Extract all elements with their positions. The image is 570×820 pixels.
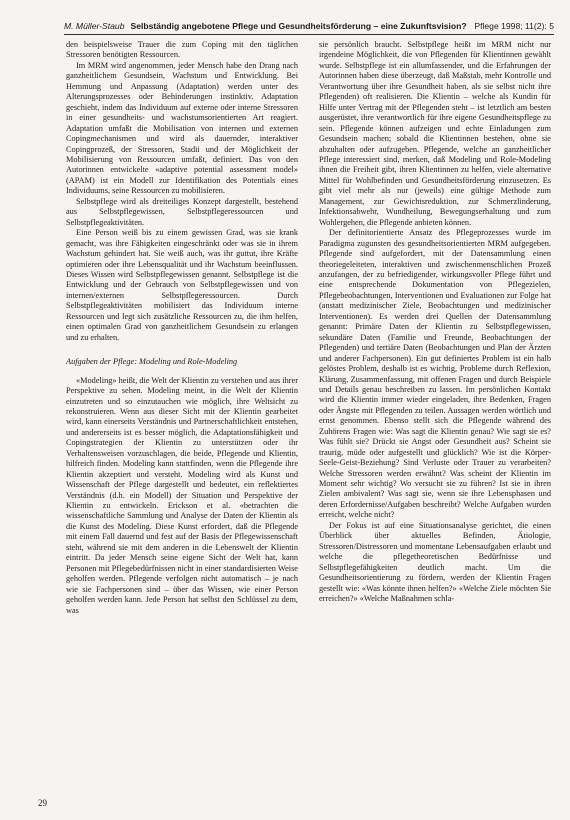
body-paragraph: den beispielsweise Trauer die zum Coping mit den täglichen Stressoren benötigten Ressourcen.: [66, 40, 298, 60]
body-paragraph: sie persönlich braucht. Selbstpflege heißt im MRM nicht nur irgendeine Möglichkeit, die von Pflegenden für Klientinnen gewählt wurde. Selbstpflege ist ein allumfassender, und die Erfahrungen der Autorinnen haben diese überzeugt, daß Maßstab, mehr Kontrolle und Verantwortung über ihre Gesundheit haben, als sie selbst nicht ihre Pflegenden) oft realisieren. Die Klientin – welche als Kundin für Hilfe unter Vertrag mit der Pflegenden steht – ist letztlich am besten ausgerüstet, ihre verantwortlich für ihre eigene Gesundheitspflege zu sein. Pflegende können aufzeigen und echte Einladungen zum Gesundsein machen; sobald die Klientinnen bestehen, ohne sie abzuhalten oder aufzugeben. Pflegende, welche an ganzheitlicher Pflege interessiert sind, merken, daß Modeling und Role-Modeling ihnen die Freiheit gibt, ihren Klientinnen zu helfen, viele alternative Mittel für Wohlbefinden und Gesundheitsförderung einzusetzen. Es gibt viel mehr als nur (jeweils) eine gültige Methode zum Management, zur Gewichtsreduktion, zur Schmerzlinderung, Infektionsabwehr, Wundheilung, Bewegungserhaltung und zum Wohlergehen, die Pflegende anbieten können.: [319, 40, 551, 227]
body-paragraph: Eine Person weiß bis zu einem gewissen Grad, was sie krank gemacht, was ihre Fähigkeiten eingeschränkt oder was sie in ihrem Wachstum gehindert hat. Sie weiß auch, was ihr guttut, ihre Kräfte optimieren oder ihre Lebensqualität und ihr Wachstum beeinflussen. Dieses Wissen wird Selbstpflegewissen genannt. Selbstpflege ist die Entwicklung und der Gebrauch von Selbstpflegewissen und von internen/externen Selbstpflegeressourcen. Durch Selbstpflegeaktivitäten mobilisiert das Individuum interne Ressourcen und legt sich zusätzliche Ressourcen zu, die ihm helfen, einen optimalen Grad von ganzheitlichem Gesundsein zu erlangen und zu erhalten.: [66, 228, 298, 342]
header-author: M. Müller-Staub: [64, 21, 125, 31]
body-paragraph: «Modeling» heißt, die Welt der Klientin zu verstehen und aus ihrer Perspektive zu sehen. Modeling meint, in die Welt der Klientin einzutreten und so einzutauchen wie möglich, ihre Weltsicht zu rekonstruieren. Wenn aus dieser Sicht mit der Klientin gearbeitet wird, kann einerseits Verständnis und Partnerschaftlichkeit entstehen, und andererseits ist es besser möglich, die Adaptationsfähigkeit und Copingstrategien der Klientin zu unterstützen oder ihr Verhaltensweisen vorzuschlagen, die beide, Pflegende und Klientin, hilfreich finden. Modeling kann stattfinden, wenn die Pflegende ihre Klientin akzeptiert und versteht. Modeling wird als Kunst und Wissenschaft der Pflege dargestellt und bedeutet, ein reflektiertes Verständnis (d.h. ein Modell) der Situation und Perspektive der Klientin zu entwickeln. Erickson et al. «betrachten die wissenschaftliche Sammlung und Analyse der Daten der Klientin als die Kunst des Modeling. Diese Kunst erfordert, daß die Pflegende mit einem Fall dauernd und fest auf der Basis der Pflegewissenschaft steht, während sie mit dem anderen in die Lebenswelt der Klientin eintritt. Da jeder Mensch seine eigene Sicht der Welt hat, kann Personen mit Pflegebedürfnissen nicht in einer standardisierten Weise geholfen werden. Pflegende verfolgen nicht automatisch – je nach wie sie Fachpersonen sind – über das Wissen, wie einer Person geholfen werden kann. Jede Person hat selbst den Schlüssel zu dem, was: [66, 375, 298, 615]
running-header: [64, 19, 554, 33]
body-paragraph: Der Fokus ist auf eine Situationsanalyse gerichtet, die einen Überblick über aktuelles Befinden, Ätiologie, Stressoren/Distressoren und momentane Lebensaufgaben erlaubt und welche die pflegetheoretischen Bedürfnisse und Selbstpflegefähigkeiten deutlich macht. Um die Gesundheitsorientierung zu fördern, werden der Klientin Fragen gestellt wie: «Was könnte ihnen helfen?» «Welche Ziele möchten Sie erreichen?» «Welche Maßnahmen schla-: [319, 520, 551, 604]
header-title: Selbständig angebotene Pflege und Gesundheitsförderung – eine Zukunftsvision?: [130, 21, 467, 31]
right-column: [319, 40, 551, 604]
body-paragraph: Im MRM wird angenommen, jeder Mensch habe den Drang nach ganzheitlichem Gesundsein, Wachstum und Entwicklung. Bei Hemmung und Anpassung (Adaptation) werden unter des Alterungsprozesses oder Behinderungen instinktiv. Adaptation geschieht, indem das Individuum auf externe oder interne Stressoren in einer gesundheits- und wachstumsorientierten Art reagiert. Adaptation umfaßt die Mobilisation von internen und externen Copingmechanismen und wird als dauernder, interaktiver Copingprozeß, der Stressoren, Stadii und der Möglichkeit der Mobilisierung von Ressourcen umfaßt, definiert. Das von den Autorinnen entwickelte «adaptive potential assessment model» (APAM) ist ein Modell zur Identifikation des Potentials eines Individuums, seine Ressourcen zu mobilisieren.: [66, 60, 298, 196]
header-rule: [64, 34, 554, 35]
left-column: [66, 40, 298, 616]
page-number: 29: [38, 798, 47, 808]
section-heading: Aufgaben der Pflege: Modeling und Role-Modeling: [66, 357, 238, 367]
body-paragraph: Selbstpflege wird als dreiteiliges Konzept dargestellt, bestehend aus Selbstpflegewissen, Selbstpflegeressourcen und Selbstpflegeaktivitäten.: [66, 196, 298, 227]
body-paragraph: Der definitorientierte Ansatz des Pflegeprozesses wurde im Paradigma zugunsten des gesundheitsorientierten MRM aufgegeben. Pflegende sind aufgefordert, mit der Datensammlung einen theoriegeleiteten, interaktiven und zwischenmenschlichen Prozeß anzufangen, der zu befriedigender, wirkungsvoller Pflege führt und eine entsprechende Dokumentation von Pflegezielen, Pflegebeobachtungen, Interventionen und Evaluationen zur Folge hat (anstatt medizinischer Ziele, Beobachtungen und medizinischer Interventionen). Es werden drei Quellen der Datensammlung genannt: Primäre Daten der Klientin zu Selbstpflegewissen, sekundäre Daten (Familie und Freunde, Beobachtungen der Pflegenden) und tertiäre Daten (Beobachtungen und Plan der Ärzten und anderer Fachpersonen). Ein gut definiertes Problem ist ein halb gelöstes Problem, deshalb ist es wichtig, Probleme durch Reflexion, Klärung, Zusammenfassung, mit offenen Fragen und durch Beispiele und Details genau beschreiben zu lassen. Im persönlichen Kontakt wird die Klientin immer wieder eingeladen, ihre Bedenken, Fragen oder Ängste mit Pflegenden zu teilen. Aussagen werden wörtlich und ernst genommen. Ebenso stellt sich die Pflegende während des Zuhörens Fragen wie: Was sagt die Klientin genau? Wie sagt sie es? Was fühlt sie? Drückt sie Angst oder Gesundheit aus? Scheint sie traurig, müde oder aufgestellt und glücklich? Wie ist die Körper-Seele-Geist-Beziehung? Sind Verluste oder Trauer zu verarbeiten? Welche Stressoren werden erwähnt? Was scheint der Klientin im Moment sehr wichtig? Wo versucht sie zu führen? Ist sie in ihren Zielen ambivalent? Was sagt sie, wenn sie ihre Lebensphasen und deren Erfordernisse/Aufgaben beschreibt? Welche Aufgaben wurden erreicht, welche nicht?: [319, 228, 551, 520]
header-journal-citation: Pflege 1998; 11(2): 5: [474, 21, 554, 31]
